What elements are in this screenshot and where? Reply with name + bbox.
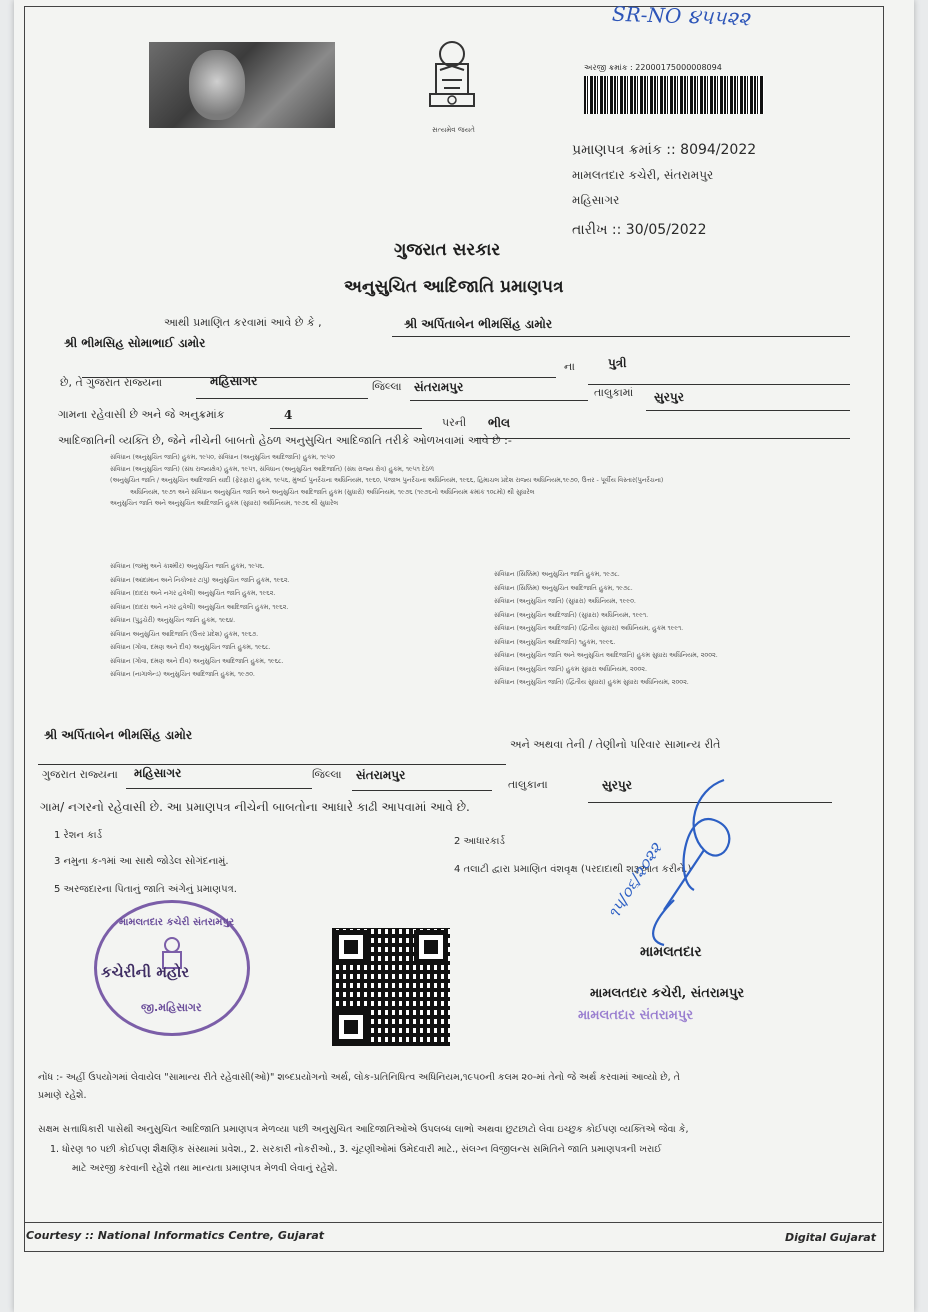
order-line: સંવિધાન (સિક્કિમ) અનુસુચિત જાતિ હુકમ, ૧૯૭૮. (494, 571, 620, 578)
order-line: સંવિધાન (અનુસુચિત જાતિ) હુકમ સુધારા અધિનિયમ, ૨૦૦૨. (494, 665, 647, 673)
qr-code (332, 928, 450, 1046)
note-4: માટે અરજી કરવાની રહેશે તથા માન્યતા પ્રમાણપત્ર મેળવી લેવાનું રહેશે. (72, 1163, 338, 1174)
district-value: મહિસાગર (210, 374, 258, 388)
seal-ring-text: મામલતદાર કચેરી સંતરામપુર (119, 917, 235, 928)
recognized-text: આદિજાતિની વ્યક્તિ છે, જેને નીચેની બાબતો હેઠળ અનુસુચિત આદિજાતિ તરીકે ઓળખવામાં આવે છે :- (58, 434, 512, 447)
tribe-name: ભીલ (488, 416, 511, 430)
seal-bottom-text: જી.મહિસાગર (141, 1001, 202, 1014)
note-1b: પ્રમાણે રહેશે. (38, 1090, 87, 1101)
signatory-designation: મામલતદાર (640, 944, 702, 960)
order-line: (અનુસુચિત જાતિ / અનુસુચિત આદિજાતિ યાદી (ફેરફાર) હુકમ, ૧૯૫૬, મુંબઈ પુનર્રચના અધિનિયમ, ૧૯૬૦, પંજાબ પુનર્રચના અધિનિયમ, ૧૯૬૬, હિમાચલ પ્રદેશ રાજ્ય અધિનિયમ,૧૯૭૦, ઉત્તર - પૂર્વીય વિસ્તાર(પુનર્રચના) (110, 477, 664, 484)
caste-label: પરની (442, 416, 467, 429)
footer-digital-gujarat: Digital Gujarat (785, 1231, 876, 1244)
taluka-label-2: તાલુકાના (508, 778, 548, 791)
footer (24, 1222, 882, 1251)
government-heading: ગુજરાત સરકાર (394, 240, 501, 260)
taluka-label: તાલુકામાં (594, 386, 634, 399)
order-line: સંવિધાન (પુડુચેરી) અનુસુચિત જાતિ હુકમ, ૧૯૬૪. (110, 617, 236, 624)
order-line: અધિનિયમ, ૧૯૭૧ અને સંવિધાન અનુસુચિત જાતિ અને અનુસુચિત આદિજાતિ હુકમ (સુધારો) અધિનિયમ, ૧૯૭૬ (૧૯૭૬નો અધિનિયમ ક્રમાંક ૧૦૮મો) થી સુધારેલ (130, 488, 535, 496)
district-label-2: જિલ્લા (312, 768, 342, 781)
emblem-motto: સત્યમેવ જયતે (432, 126, 475, 134)
orders-top (110, 452, 663, 510)
order-line: સંવિધાન (અનુસુચિત જાતિ) (સંઘ રાજ્યક્ષેત્ર) હુકમ, ૧૯૫૧, સંવિધાન (અનુસુચિત આદિજાતિ) (સંઘ રાજ્ય ક્ષેત્ર) હુકમ, ૧૯૫૧ દેઠળ (110, 465, 434, 473)
order-line: સંવિધાન (અનુસુચિત જાતિ) હુકમ, ૧૯૫૦, સંવિધાન (અનુસુચિત આદિજાતિ) હુકમ, ૧૯૫૦ (110, 454, 335, 461)
order-line: સંવિધાન (અનુસુચિત આદિજાતિ) (દ્વિતીય સુધારા) અધિનિયમ, હુકમ ૧૯૯૧. (494, 625, 684, 632)
order-line: સંવિધાન (ગોવા, દમણ અને દીવ) અનુસુચિત આદિજાતિ હુકમ, ૧૯૬૮. (110, 657, 284, 665)
state-label-2: ગુજરાત રાજ્યના (42, 768, 118, 781)
orders-right (494, 568, 718, 690)
district-name: મહિસાગર (572, 193, 620, 207)
order-line: સંવિધાન (સિક્કિમ) અનુસુચિત આદિજાતિ હુકમ, ૧૯૭૮. (494, 584, 633, 592)
order-line: સંવિધાન (અનુસુચિત જાતિ) (દ્વિતીય સુધારા) હુકમ સુધારા અધિનિયમ, ૨૦૦૨. (494, 679, 689, 686)
of-label: ના (564, 360, 575, 373)
state-label: છે, તે ગુજરાત રાજ્યના (60, 376, 163, 389)
orders-left (110, 560, 290, 682)
applicant-name-repeat: શ્રી અર્પિતાબેન ભીમસિંહ ડામોર (44, 728, 193, 742)
order-line: સંવિધાન અનુસુચિત આદિજાતિ (ઉત્તર પ્રદેશ) હુકમ, ૧૯૬૭. (110, 630, 259, 638)
document-item: 2 આધારકાર્ડ (454, 836, 505, 847)
father-name: શ્રી ભીમસિહ સોમાભાઈ ડામોર (64, 336, 206, 350)
barcode (584, 76, 764, 114)
order-line: સંવિધાન (નાગાલેન્ડ) અનુસુચિત આદિજાતિ હુકમ, ૧૯૭૦. (110, 671, 255, 678)
family-text: અને અથવા તેની / તેણીનો પરિવાર સામાન્ય રીતે (510, 738, 721, 751)
village-value: સુરપુર (654, 390, 684, 404)
village-value-2: સુરપુર (602, 778, 632, 792)
taluka-value-2: સંતરામપુર (356, 768, 406, 782)
order-line: સંવિધાન (અનુસુચિત આદિજાતિ) (સુધારા) અધિનિયમ, ૧૯૯૧. (494, 611, 649, 619)
order-line: સંવિધાન (અનુસુચિત જાતિ અને અનુસુચિત આદિજાતિ) હુકમ સુધારા અધિનિયમ, ૨૦૦૨. (494, 652, 718, 659)
order-line: સંવિધાન (અનુસુચિત જાતિ) (સુધારા) અધિનિયમ, ૧૯૯૦. (494, 598, 636, 605)
document-item: 1 રેશન કાર્ડ (54, 830, 103, 841)
certificate-title: અનુસુચિત આદિજાતિ પ્રમાણપત્ર (344, 277, 564, 297)
note-2: સક્ષમ સત્તાધિકારી પાસેથી અનુસુચિત આદિજાતિ પ્રમાણપત્ર મેળવ્યા પછી અનુસુચિત આદિજાતિઓએ ઉપલબ્ધ લાભો અથવા છુટછાટો લેવા ઇચ્છુક કોઈપણ વ્યક્તિએ જેવા કે, (38, 1124, 689, 1135)
applicant-name: શ્રી અર્પિતાબેન ભીમસિંહ ડામોર (404, 317, 553, 331)
order-line: સંવિધાન (આંદામાન અને નિકોબાર ટાપુ) અનુસુચિત જાતિ હુકમ, ૧૯૬૨. (110, 576, 290, 584)
note-1: નોંધ :- અહીં ઉપયોગમાં લેવાયેલ "સામાન્ય રીતે રહેવાસી(ઓ)" શબ્દપ્રયોગનો અર્થ, લોક-પ્રતિનિધિત્વ અધિનિયમ,૧૯૫૦ની કલમ ૨૦-માં તેનો જે અર્થ કરવામાં આવ્યો છે, તે (38, 1072, 680, 1083)
order-line: સંવિધાન (જમ્મુ અને કાશ્મીર) અનુસુચિત જાતિ હુકમ, ૧૯૫૬. (110, 563, 265, 570)
district-value-2: મહિસાગર (134, 766, 182, 780)
office-seal (94, 900, 250, 1036)
office-name: મામલતદાર કચેરી, સંતરામપુર (572, 168, 714, 182)
document-item: 5 અરજદારના પિતાનું જાતિ અંગેનું પ્રમાણપત્ર. (54, 884, 237, 895)
document-item: 4 તલાટી દ્વારા પ્રમાણિત વંશવૃક્ષ (પરદાદાથી શરૂઆત કરીને.) (454, 864, 692, 875)
order-line: અનુસુચિત જાતિ અને અનુસુચિત આદિજાતિ હુકમ (સુધારા) અધિનિયમ, ૧૯૭૬ થી સુધારેલ (110, 500, 339, 507)
signature-date: ૧૫/૦૬/૨૦૨૨ (604, 839, 666, 923)
order-line: સંવિધાન (દાદરા અને નગર હવેલી) અનુસુચિત જાતિ હુકમ, ૧૯૬૨. (110, 590, 276, 597)
application-number: અરજી ક્રમાંક : 22000175000008094 (584, 63, 722, 72)
certificate-number: પ્રમાણપત્ર ક્રમાંક :: 8094/2022 (572, 142, 757, 158)
signatory-stamp: મામલતદાર સંતરામપુર (578, 1008, 694, 1023)
order-line: સંવિધાન (ગોવા, દમણ અને દીવ) અનુસુચિત જાતિ હુકમ, ૧૯૬૮. (110, 644, 271, 651)
seal-center-text: કચેરીની મહોર (101, 963, 190, 981)
signatory-office: મામલતદાર કચેરી, સંતરામપુર (590, 986, 745, 1001)
taluka-place: સંતરામપુર (414, 380, 464, 394)
resident-label: ગામના રહેવાસી છે અને જે અનુક્રમાંક (58, 408, 225, 421)
relation: પુત્રી (608, 356, 627, 370)
order-line: સંવિધાન (દાદરા અને નગર હવેલી) અનુસુચિત આદિજાતિ હુકમ, ૧૯૬૨. (110, 603, 289, 611)
issue-date: તારીખ :: 30/05/2022 (572, 222, 707, 238)
certificate-paper (14, 0, 914, 1312)
basis-text: ગામ/ નગરનો રહેવાસી છે. આ પ્રમાણપત્ર નીચેની બાબતોના આધારે કાઢી આપવામાં આવે છે. (40, 800, 470, 814)
certify-text: આથી પ્રમાણિત કરવામાં આવે છે કે , (164, 316, 322, 329)
document-item: 3 નમુના ક-૧માં આ સાથે જોડેલ સોગંદનામું. (54, 856, 229, 867)
national-emblem-icon (422, 36, 482, 124)
footer-courtesy: Courtesy :: National Informatics Centre, Gujarat (26, 1229, 325, 1242)
handwritten-serial: SR-NO ૪૫૫૨૨ (611, 1, 751, 31)
serial-number: 4 (284, 408, 293, 422)
note-3: 1. ધોરણ ૧૦ પછી કોઈપણ શૈક્ષણિક સંસ્થામાં પ્રવેશ., 2. સરકારી નોકરીઓ., 3. ચૂંટણીઓમાં ઉમેદવારી માટે., સંલગ્ન વિજીલન્સ સમિતિને જાતિ પ્રમાણપત્રની ખરાઈ (50, 1144, 662, 1155)
applicant-photo (149, 42, 335, 128)
district-label: જિલ્લા (372, 380, 402, 393)
order-line: સંવિધાન (અનુસુચિત આદિજાતિ) ૧હુકમ, ૧૯૯૬. (494, 638, 616, 646)
